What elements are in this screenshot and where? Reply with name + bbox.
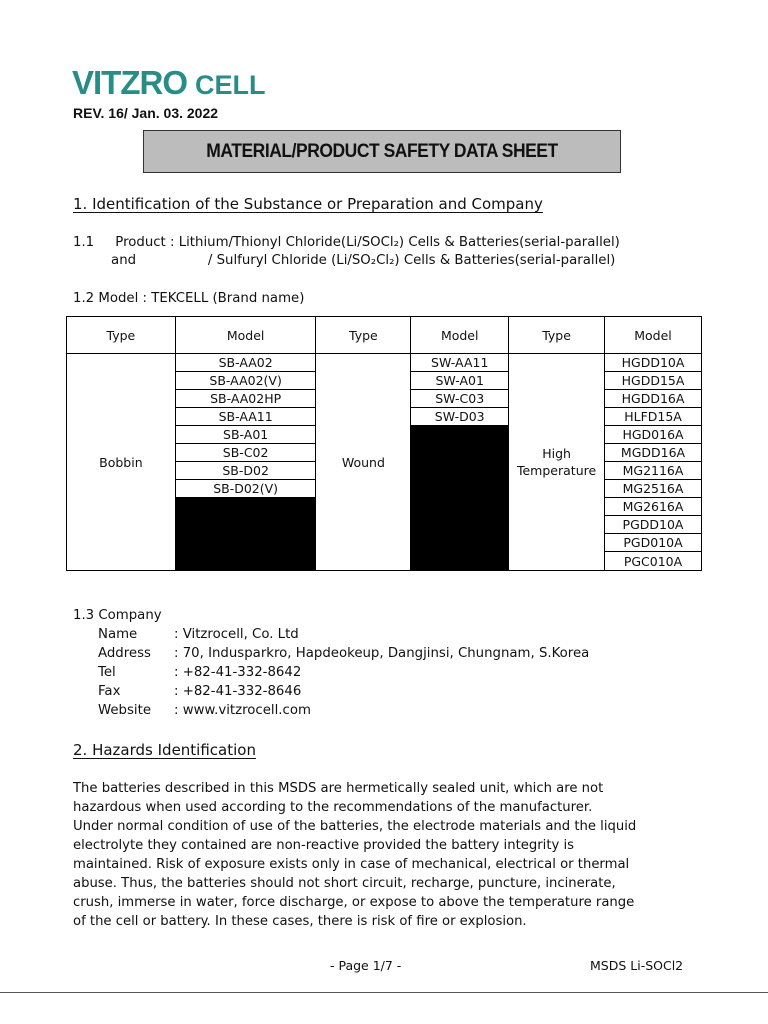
- bobbin-model: SB-AA11: [176, 408, 316, 426]
- company-value: : www.vitzrocell.com: [174, 703, 311, 718]
- hightemp-model: PGDD10A: [605, 516, 701, 534]
- bobbin-model: SB-A01: [176, 426, 316, 444]
- hightemp-model: HGDD16A: [605, 390, 701, 408]
- company-label: Name: [98, 627, 138, 642]
- footer-divider: [0, 992, 768, 993]
- model-table-header: [67, 317, 702, 354]
- wound-model: SW-D03: [411, 408, 508, 426]
- wound-model: SW-A01: [411, 372, 508, 390]
- wound-model: SW-AA11: [411, 354, 508, 372]
- bobbin-model-list: [176, 354, 316, 570]
- wound-models-cell: [411, 354, 509, 571]
- hightemp-model: PGD010A: [605, 534, 701, 552]
- company-label: Fax: [98, 684, 121, 699]
- hightemp-model: MG2516A: [605, 480, 701, 498]
- hazards-paragraph: [73, 779, 703, 931]
- company-rows: [73, 625, 589, 720]
- hightemp-model: MG2616A: [605, 498, 701, 516]
- header-type-3: Type: [509, 317, 605, 354]
- wound-model-list: [411, 354, 508, 570]
- hazards-line: Under normal condition of use of the batteries, the electrode materials and the liquid: [73, 819, 637, 834]
- section2-heading: 2. Hazards Identification: [73, 741, 256, 759]
- bobbin-model: SB-AA02: [176, 354, 316, 372]
- company-label: Tel: [98, 665, 116, 680]
- logo-sub: CELL: [195, 70, 266, 100]
- bobbin-blackout: [176, 498, 316, 570]
- bobbin-model: SB-AA02HP: [176, 390, 316, 408]
- company-row: [73, 682, 589, 701]
- hazards-line: abuse. Thus, the batteries should not short circuit, recharge, puncture, incinerate,: [73, 876, 616, 891]
- hightemp-type-cell: [509, 354, 605, 571]
- model-table-body: [67, 354, 702, 571]
- hazards-line: crush, immerse in water, force discharge, or expose to above the temperature range: [73, 895, 635, 910]
- company-label: Address: [98, 646, 151, 661]
- company-value: : Vitzrocell, Co. Ltd: [174, 627, 299, 642]
- company-row: [73, 663, 589, 682]
- hightemp-type-line1: High: [542, 446, 571, 461]
- hightemp-model: PGC010A: [623, 553, 683, 569]
- bobbin-model: SB-D02: [176, 462, 316, 480]
- hazards-line: The batteries described in this MSDS are hermetically sealed unit, which are not: [73, 781, 604, 796]
- product-line-1: 1.1 Product : Lithium/Thionyl Chloride(Li/SOCl₂) Cells & Batteries(serial-parallel): [73, 235, 620, 250]
- hightemp-model: HGDD15A: [605, 372, 701, 390]
- model-table: [66, 316, 702, 571]
- hightemp-model: MG2116A: [605, 462, 701, 480]
- page-number: - Page 1/7 -: [330, 958, 402, 973]
- header-type-2: Type: [316, 317, 411, 354]
- hightemp-model: MGDD16A: [605, 444, 701, 462]
- hightemp-model: HGDD10A: [605, 354, 701, 372]
- hightemp-models-cell: [605, 354, 702, 571]
- hazards-line: maintained. Risk of exposure exists only in case of mechanical, electrical or thermal: [73, 857, 630, 872]
- footer-reference: MSDS Li-SOCl2: [590, 958, 684, 973]
- wound-blackout: [411, 426, 508, 570]
- hightemp-model: HGD016A: [605, 426, 701, 444]
- company-value: : 70, Indusparkro, Hapdeokeup, Dangjinsi, Chungnam, S.Korea: [174, 646, 590, 661]
- bobbin-model: SB-D02(V): [176, 480, 316, 498]
- company-row: [73, 644, 589, 663]
- hazards-line: of the cell or battery. In these cases, there is risk of fire or explosion.: [73, 914, 527, 929]
- bobbin-model: SB-C02: [176, 444, 316, 462]
- wound-type-cell: [316, 354, 411, 571]
- hightemp-type: [509, 354, 604, 570]
- section1-heading: 1. Identification of the Substance or Preparation and Company: [73, 195, 543, 213]
- logo-brand: VITZRO: [72, 64, 187, 101]
- product-line-2: and / Sulfuryl Chloride (Li/SO₂Cl₂) Cells & Batteries(serial-parallel): [73, 253, 616, 268]
- wound-type: Wound: [341, 454, 385, 470]
- header-model-2: Model: [411, 317, 509, 354]
- header-type-1: Type: [67, 317, 176, 354]
- company-value: : +82-41-332-8642: [174, 665, 302, 680]
- revision-label: REV. 16/ Jan. 03. 2022: [73, 105, 219, 121]
- company-label: Website: [98, 703, 152, 718]
- bobbin-model: SB-AA02(V): [176, 372, 316, 390]
- vitzrocell-logo: [72, 64, 266, 101]
- company-value: : +82-41-332-8646: [174, 684, 302, 699]
- company-row: [73, 701, 589, 720]
- bobbin-type-cell: [67, 354, 176, 571]
- bobbin-type: Bobbin: [99, 454, 143, 470]
- hazards-line: electrolyte they contained are non-reactive provided the battery integrity is: [73, 838, 575, 853]
- bobbin-models-cell: [175, 354, 316, 571]
- wound-model: SW-C03: [411, 390, 508, 408]
- company-info: [73, 606, 589, 720]
- hightemp-type-line2: Temperature: [516, 463, 597, 478]
- company-row: [73, 625, 589, 644]
- company-heading: 1.3 Company: [73, 608, 162, 623]
- hazards-line: hazardous when used according to the recommendations of the manufacturer.: [73, 800, 593, 815]
- header-model-1: Model: [175, 317, 316, 354]
- document-title: MATERIAL/PRODUCT SAFETY DATA SHEET: [206, 140, 558, 162]
- hightemp-model: HLFD15A: [605, 408, 701, 426]
- hightemp-model-list: [605, 354, 701, 570]
- model-line: 1.2 Model : TEKCELL (Brand name): [73, 291, 305, 306]
- document-title-box: [143, 130, 621, 173]
- header-model-3: Model: [605, 317, 702, 354]
